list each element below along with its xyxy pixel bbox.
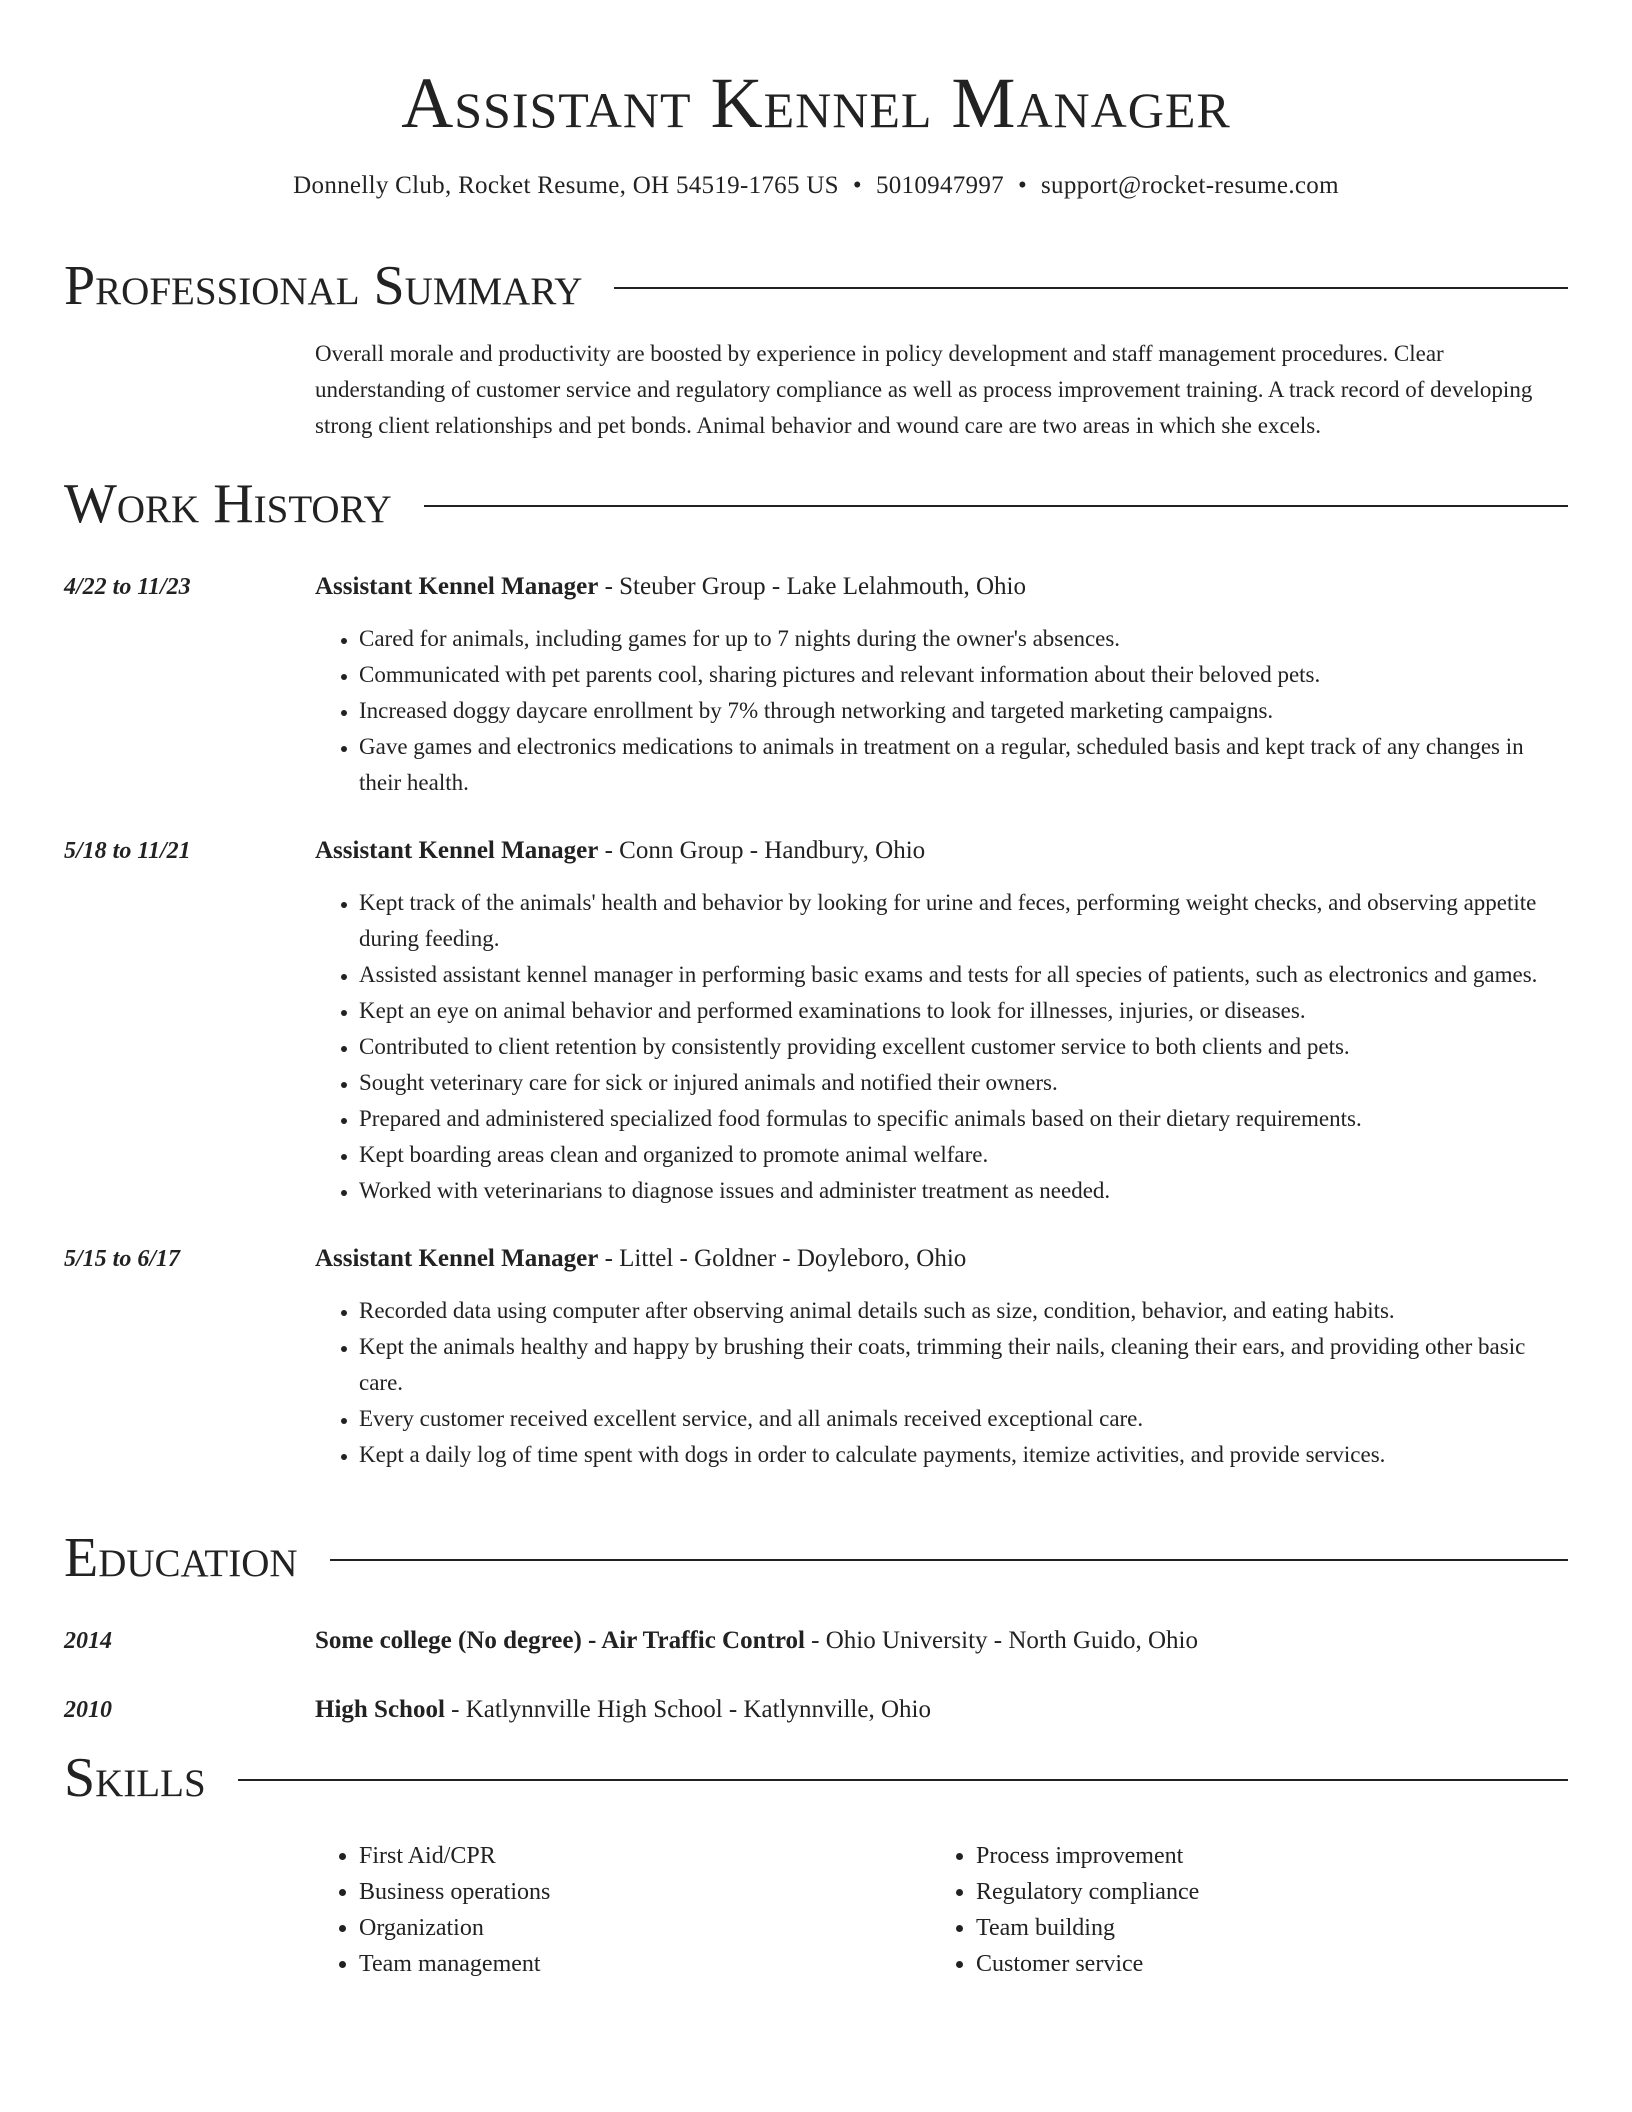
job-bullet: • Sought veterinary care for sick or injured animals and notified their owners. <box>359 1065 1568 1101</box>
contact-separator: • <box>852 172 862 199</box>
contact-address: Donnelly Club, Rocket Resume, OH 54519-1765 US <box>293 172 839 199</box>
job-employer: - Conn Group - Handbury, Ohio <box>598 837 926 864</box>
section-title-work-history: Work History <box>64 473 392 535</box>
skill-item: • Customer service <box>976 1946 1549 1982</box>
job-dates: 5/18 to 11/21 <box>64 838 191 864</box>
summary-header <box>64 256 1568 316</box>
skill-item: • Organization <box>359 1910 932 1946</box>
education-entry <box>64 1624 1568 1658</box>
section-divider <box>424 505 1568 507</box>
job-dates: 4/22 to 11/23 <box>64 574 191 600</box>
skill-item: • Business operations <box>359 1874 932 1910</box>
skills-header <box>64 1748 1568 1808</box>
job-title: Assistant Kennel Manager <box>315 573 599 600</box>
work-history-section <box>64 474 1568 1473</box>
contact-line <box>0 172 1632 200</box>
job-heading <box>315 834 1568 868</box>
job-heading <box>315 1242 1568 1276</box>
job-bullet: • Gave games and electronics medications to animals in treatment on a regular, scheduled basis and kept track of any changes in their health. <box>359 729 1568 801</box>
work-history-header <box>64 474 1568 534</box>
skills-column-left <box>315 1838 932 1982</box>
education-year: 2010 <box>64 1697 112 1723</box>
skills-column-right <box>932 1838 1549 1982</box>
job-title: Assistant Kennel Manager <box>315 1245 599 1272</box>
contact-phone: 5010947997 <box>875 172 1004 199</box>
skills-section <box>64 1748 1568 1982</box>
contact-separator: • <box>1017 172 1028 199</box>
contact-email: support@rocket-resume.com <box>1041 172 1339 199</box>
resume-name: Assistant Kennel Manager <box>401 63 1231 143</box>
section-divider <box>614 287 1568 289</box>
job-bullet: • Cared for animals, including games for up to 7 nights during the owner's absences. <box>359 621 1568 657</box>
job-bullet: • Recorded data using computer after observing animal details such as size, condition, behavior, and eating habits. <box>359 1293 1568 1329</box>
education-degree: High School <box>315 1696 445 1723</box>
job-heading <box>315 570 1568 604</box>
job-bullet: • Kept track of the animals' health and behavior by looking for urine and feces, performing weight checks, and observing appetite during feeding. <box>359 885 1568 957</box>
job-employer: - Steuber Group - Lake Lelahmouth, Ohio <box>598 573 1026 600</box>
section-title-skills: Skills <box>64 1747 206 1809</box>
skill-item: • Regulatory compliance <box>976 1874 1549 1910</box>
education-year: 2014 <box>64 1628 112 1654</box>
summary-text: Overall morale and productivity are boosted by experience in policy development and staff management procedures. Clear understanding of customer service and regulatory compliance as well as process improvement training. A track record of developing strong client relationships and pet bonds. Animal behavior and wound care are two areas in which she excels. <box>315 341 1533 438</box>
education-degree: Some college (No degree) - Air Traffic Control <box>315 1627 805 1654</box>
education-school: - Katlynnville High School - Katlynnville, Ohio <box>444 1696 931 1723</box>
section-divider <box>330 1559 1568 1561</box>
job-bullet: • Communicated with pet parents cool, sharing pictures and relevant information about their beloved pets. <box>359 657 1568 693</box>
education-heading <box>315 1624 1568 1658</box>
job-bullet: • Contributed to client retention by consistently providing excellent customer service to both clients and pets. <box>359 1029 1568 1065</box>
summary-section <box>64 256 1568 444</box>
skills-grid <box>315 1838 1568 1982</box>
job-dates: 5/15 to 6/17 <box>64 1246 181 1272</box>
job-entry <box>64 1242 1568 1473</box>
job-bullet: • Assisted assistant kennel manager in performing basic exams and tests for all species of patients, such as electronics and games. <box>359 957 1568 993</box>
job-employer: - Littel - Goldner - Doyleboro, Ohio <box>598 1245 967 1272</box>
job-bullet: • Kept an eye on animal behavior and performed examinations to look for illnesses, injuries, or diseases. <box>359 993 1568 1029</box>
education-school: - Ohio University - North Guido, Ohio <box>804 1627 1198 1654</box>
skill-item: • Team building <box>976 1910 1549 1946</box>
education-heading <box>315 1693 1568 1727</box>
job-bullet: • Kept the animals healthy and happy by brushing their coats, trimming their nails, cleaning their ears, and providing other basic care. <box>359 1329 1568 1401</box>
education-entry <box>64 1693 1568 1727</box>
job-bullets <box>315 885 1568 1209</box>
job-entry <box>64 834 1568 1209</box>
job-bullet: • Increased doggy daycare enrollment by 7% through networking and targeted marketing campaigns. <box>359 693 1568 729</box>
section-divider <box>238 1779 1568 1781</box>
job-bullet: • Prepared and administered specialized food formulas to specific animals based on their dietary requirements. <box>359 1101 1568 1137</box>
section-title-summary: Professional Summary <box>64 255 583 317</box>
job-bullets <box>315 621 1568 801</box>
section-title-education: Education <box>64 1527 298 1589</box>
job-title: Assistant Kennel Manager <box>315 837 599 864</box>
education-header <box>64 1528 1568 1588</box>
skill-item: • Process improvement <box>976 1838 1549 1874</box>
job-bullet: • Worked with veterinarians to diagnose issues and administer treatment as needed. <box>359 1173 1568 1209</box>
job-entry <box>64 570 1568 801</box>
job-bullets <box>315 1293 1568 1473</box>
job-bullet: • Kept boarding areas clean and organized to promote animal welfare. <box>359 1137 1568 1173</box>
job-bullet: • Kept a daily log of time spent with dogs in order to calculate payments, itemize activities, and provide services. <box>359 1437 1568 1473</box>
skill-item: • First Aid/CPR <box>359 1838 932 1874</box>
job-bullet: • Every customer received excellent service, and all animals received exceptional care. <box>359 1401 1568 1437</box>
education-section <box>64 1528 1568 1727</box>
skill-item: • Team management <box>359 1946 932 1982</box>
